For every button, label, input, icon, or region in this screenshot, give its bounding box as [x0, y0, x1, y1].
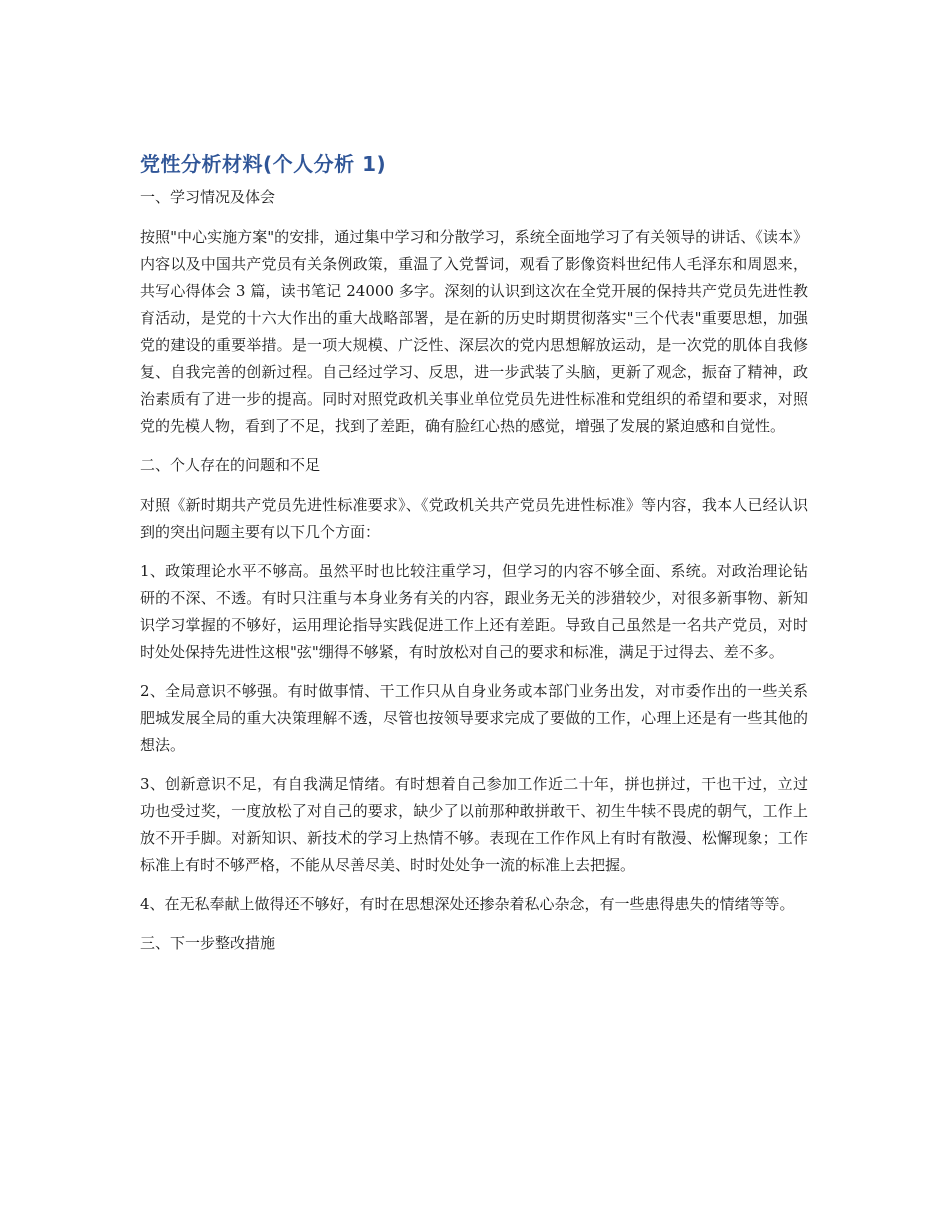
section-heading-rectification: 三、下一步整改措施 — [140, 934, 276, 952]
document-page — [140, 148, 808, 970]
paragraph-problem-4: 4、在无私奉献上做得还不够好，有时在思想深处还掺杂着私心杂念，有一些患得患失的情绪等等。 — [140, 895, 795, 913]
paragraph-problem-1: 1、政策理论水平不够高。虽然平时也比较注重学习，但学习的内容不够全面、系统。对政治理论钻研的不深、不透。有时只注重与本身业务有关的内容，跟业务无关的涉猎较少，对很多新事物、新知识学习掌握的不够好，运用理论指导实践促进工作上还有差距。导致自己虽然是一名共产党员，对时时处处保持先进性这根"弦"绷得不够紧，有时放松对自己的要求和标准，满足于过得去、差不多。 — [140, 562, 808, 661]
document-title: 党性分析材料(个人分析 1) — [140, 152, 387, 176]
paragraph-study-experience: 按照"中心实施方案"的安排，通过集中学习和分散学习，系统全面地学习了有关领导的讲话、《读本》内容以及中国共产党员有关条例政策，重温了入党誓词，观看了影像资料世纪伟人毛泽东和周恩来，共写心得体会 3 篇，读书笔记 24000 多字。深刻的认识到这次在全党开展的保持共产党员先进性教育活动，是党的十六大作出的重大战略部署，是在新的历史时期贯彻落实"三个代表"重要思想，加强党的建设的重要举措。是一项大规模、广泛性、深层次的党内思想解放运动，是一次党的肌体自我修复、自我完善的创新过程。自己经过学习、反思，进一步武装了头脑，更新了观念，振奋了精神，政治素质有了进一步的提高。同时对照党政机关事业单位党员先进性标准和党组织的希望和要求，对照党的先模人物，看到了不足，找到了差距，确有脸红心热的感觉，增强了发展的紧迫感和自觉性。 — [140, 228, 808, 435]
paragraph-problem-3: 3、创新意识不足，有自我满足情绪。有时想着自己参加工作近二十年，拼也拼过，干也干过，立过功也受过奖，一度放松了对自己的要求，缺少了以前那种敢拼敢干、初生牛犊不畏虎的朝气，工作上放不开手脚。对新知识、新技术的学习上热情不够。表现在工作作风上有时有散漫、松懈现象；工作标准上有时不够严格，不能从尽善尽美、时时处处争一流的标准上去把握。 — [140, 775, 808, 874]
section-heading-study: 一、学习情况及体会 — [140, 188, 276, 206]
section-heading-problems: 二、个人存在的问题和不足 — [140, 456, 321, 474]
paragraph-problems-intro: 对照《新时期共产党员先进性标准要求》、《党政机关共产党员先进性标准》等内容，我本人已经认识到的突出问题主要有以下几个方面： — [140, 496, 808, 541]
paragraph-problem-2: 2、全局意识不够强。有时做事情、干工作只从自身业务或本部门业务出发，对市委作出的一些关系肥城发展全局的重大决策理解不透，尽管也按领导要求完成了要做的工作，心理上还是有一些其他的想法。 — [140, 682, 808, 754]
